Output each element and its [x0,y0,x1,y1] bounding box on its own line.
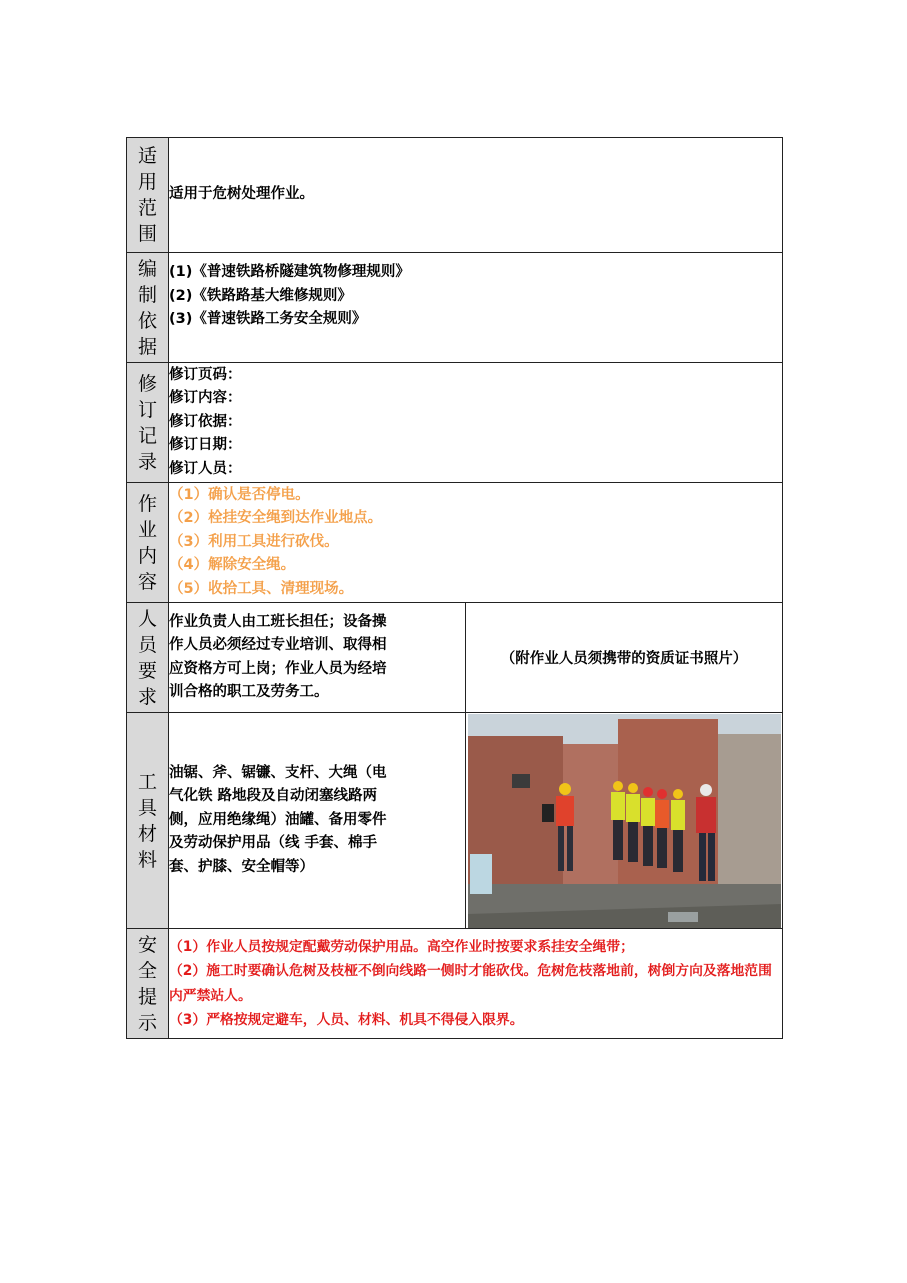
row-revision [127,363,783,483]
header-basis: 编 制 依 据 [127,253,169,363]
tools-line: 油锯、斧、锯镰、支杆、大绳（电 [169,764,387,781]
certificate-photo-note: （附作业人员须携带的资质证书照片） [466,603,783,713]
header-safety: 安 全 提 示 [127,929,169,1039]
basis-line: (2)《铁路路基大维修规则》 [169,287,352,304]
row-work [127,483,783,603]
row-tools [127,713,783,929]
safety-tip: （2）施工时要确认危树及枝桠不倒向线路一侧时才能砍伐。危树危枝落地前，树倒方向及落地范围内严禁站人。 [169,963,772,1004]
tools-line: 侧，应用绝缘绳）油罐、备用零件 [169,811,387,828]
worker-group-photo [466,713,783,929]
safety-content [169,929,783,1039]
staff-line: 应资格方可上岗；作业人员为经培 [169,660,387,677]
header-scope: 适 用 范 围 [127,138,169,253]
revision-line: 修订页码： [169,366,242,383]
revision-line: 修订内容： [169,390,242,407]
workers-photo-image [468,714,781,928]
staff-line: 作业负责人由工班长担任；设备操 [169,613,387,630]
safety-tip: （3）严格按规定避车，人员、材料、机具不得侵入限界。 [169,1012,524,1028]
header-tools: 工 具 材 料 [127,713,169,929]
header-revision: 修 订 记 录 [127,363,169,483]
tools-line: 气化铁 路地段及自动闭塞线路两 [169,788,378,805]
staff-line: 作人员必须经过专业培训、取得相 [169,637,387,653]
tools-content [169,713,466,929]
row-scope [127,138,783,253]
tools-line: 套、护膝、安全帽等） [169,858,314,875]
revision-line: 修订依据： [169,413,242,430]
scope-content [169,138,783,253]
work-content [169,483,783,603]
revision-content [169,363,783,483]
revision-line: 修订日期： [169,437,242,454]
scope-line: 适用于危树处理作业。 [169,186,314,203]
staff-content [169,603,466,713]
row-staff [127,603,783,713]
safety-tip: （1）作业人员按规定配戴劳动保护用品。高空作业时按要求系挂安全绳带； [169,938,634,955]
staff-line: 训合格的职工及劳务工。 [169,684,329,700]
work-standard-table [126,137,783,1039]
work-step: （4）解除安全绳。 [169,557,296,574]
row-basis [127,253,783,363]
work-step: （3）利用工具进行砍伐。 [169,533,339,550]
revision-line: 修订人员： [169,460,242,477]
basis-line: (1)《普速铁路桥隧建筑物修理规则》 [169,264,410,280]
tools-line: 及劳动保护用品（线 手套、棉手 [169,835,378,852]
work-step: （2）栓挂安全绳到达作业地点。 [169,510,383,527]
work-step: （1）确认是否停电。 [169,486,310,503]
basis-content [169,253,783,363]
header-work: 作 业 内 容 [127,483,169,603]
header-staff: 人 员 要 求 [127,603,169,713]
work-step: （5）收拾工具、清理现场。 [169,580,354,597]
row-safety [127,929,783,1039]
basis-line: (3)《普速铁路工务安全规则》 [169,311,367,327]
